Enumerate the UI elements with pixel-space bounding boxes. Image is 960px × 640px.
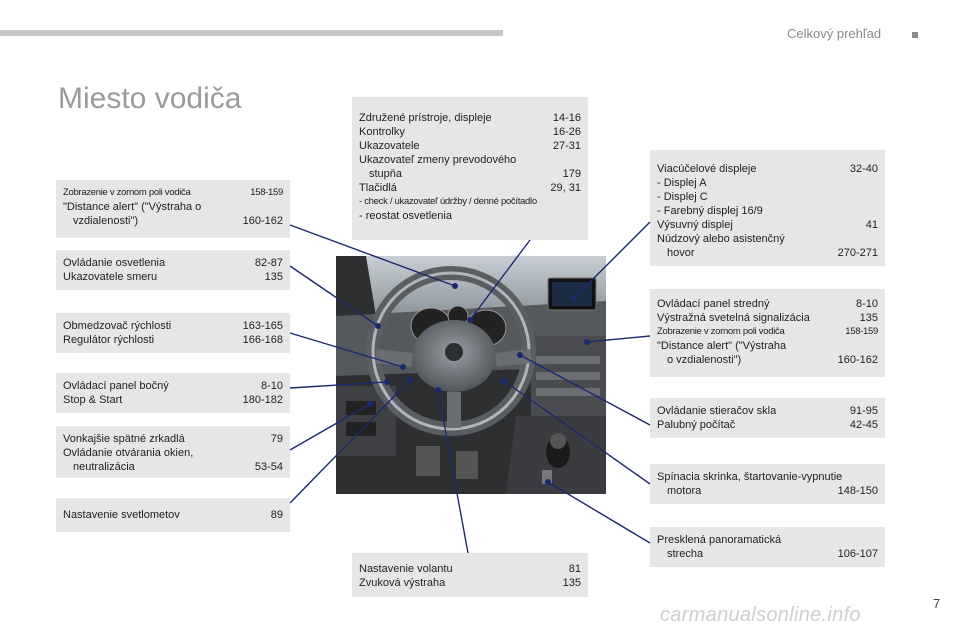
callout-instrument-panel <box>352 97 588 240</box>
callout-row: o vzdialenosti") 160-162 <box>667 354 878 366</box>
callout-row: Združené prístroje, displeje 14-16 <box>359 112 581 124</box>
callout-mirrors-windows <box>56 426 290 478</box>
callout-row: Tlačidlá 29, 31 <box>359 182 581 194</box>
callout-row: Stop & Start 180-182 <box>63 394 283 406</box>
callout-wipers-trip <box>650 398 885 438</box>
callout-row: Ovládací panel bočný 8-10 <box>63 380 283 392</box>
callout-row: Nastavenie svetlometov 89 <box>63 509 283 521</box>
callout-row: hovor 270-271 <box>667 247 878 259</box>
cockpit-photo <box>336 256 606 494</box>
callout-row: Zobrazenie v zornom poli vodiča 158-159 <box>657 326 878 337</box>
callout-row: Nastavenie volantu 81 <box>359 563 581 575</box>
callout-row: - Farebný displej 16/9 <box>657 204 878 218</box>
callout-row: Zobrazenie v zornom poli vodiča 158-159 <box>63 187 283 198</box>
callout-row: - Displej A <box>657 176 878 190</box>
callout-row: Ukazovateľ zmeny prevodového <box>359 154 517 166</box>
callout-row: Ovládanie stieračov skla 91-95 <box>657 405 878 417</box>
callout-row: Výsuvný displej 41 <box>657 219 878 231</box>
callout-row: Viacúčelové displeje 32-40 <box>657 163 878 175</box>
callout-row: stupňa 179 <box>369 168 581 180</box>
callout-row: neutralizácia 53-54 <box>73 461 283 473</box>
callout-row: vzdialenosti") 160-162 <box>73 215 283 227</box>
callout-row: motora 148-150 <box>667 485 878 497</box>
callout-multifunction-displays <box>650 150 885 266</box>
callout-row: strecha 106-107 <box>667 548 878 560</box>
callout-row: Vonkajšie spätné zrkadlá 79 <box>63 433 283 445</box>
callout-side-panel <box>56 373 290 413</box>
callout-steering-horn <box>352 553 588 597</box>
callout-row: - Displej C <box>657 190 878 204</box>
section-marker <box>912 32 918 38</box>
callout-row: Spínacia skrinka, štartovanie-vypnutie <box>657 471 843 483</box>
callout-lighting <box>56 250 290 290</box>
callout-center-panel <box>650 289 885 377</box>
callout-row: Zvuková výstraha 135 <box>359 577 581 589</box>
callout-row: - check / ukazovateľ údržby / denné počítadlo <box>359 195 581 209</box>
callout-row: "Distance alert" ("Výstraha <box>657 340 787 352</box>
callout-row: Ovládanie osvetlenia 82-87 <box>63 257 283 269</box>
watermark: carmanualsonline.info <box>660 604 861 626</box>
callout-row: Ovládanie otvárania okien, <box>63 447 194 459</box>
section-title: Celkový prehľad <box>787 26 882 41</box>
page-title: Miesto vodiča <box>58 82 242 116</box>
callout-row: "Distance alert" ("Výstraha o <box>63 201 202 213</box>
callout-row: Presklená panoramatická <box>657 534 782 546</box>
callout-row: Núdzový alebo asistenčný <box>657 233 785 245</box>
callout-speed-control <box>56 313 290 353</box>
callout-headlamp-adjust <box>56 498 290 532</box>
callout-row: Ukazovatele smeru 135 <box>63 271 283 283</box>
header-bar <box>0 30 503 36</box>
callout-ignition <box>650 464 885 504</box>
cockpit-illustration <box>336 256 606 494</box>
callout-row: - reostat osvetlenia <box>359 209 581 223</box>
page-number: 7 <box>933 596 941 611</box>
callout-row: Palubný počítač 42-45 <box>657 419 878 431</box>
callout-head-up-display <box>56 180 290 238</box>
callout-row: Regulátor rýchlosti 166-168 <box>63 334 283 346</box>
callout-row: Obmedzovač rýchlosti 163-165 <box>63 320 283 332</box>
callout-row: Ukazovatele 27-31 <box>359 140 581 152</box>
callout-row: Kontrolky 16-26 <box>359 126 581 138</box>
callout-row: Ovládací panel stredný 8-10 <box>657 298 878 310</box>
callout-row: Výstražná svetelná signalizácia 135 <box>657 312 878 324</box>
callout-panoramic-roof <box>650 527 885 567</box>
